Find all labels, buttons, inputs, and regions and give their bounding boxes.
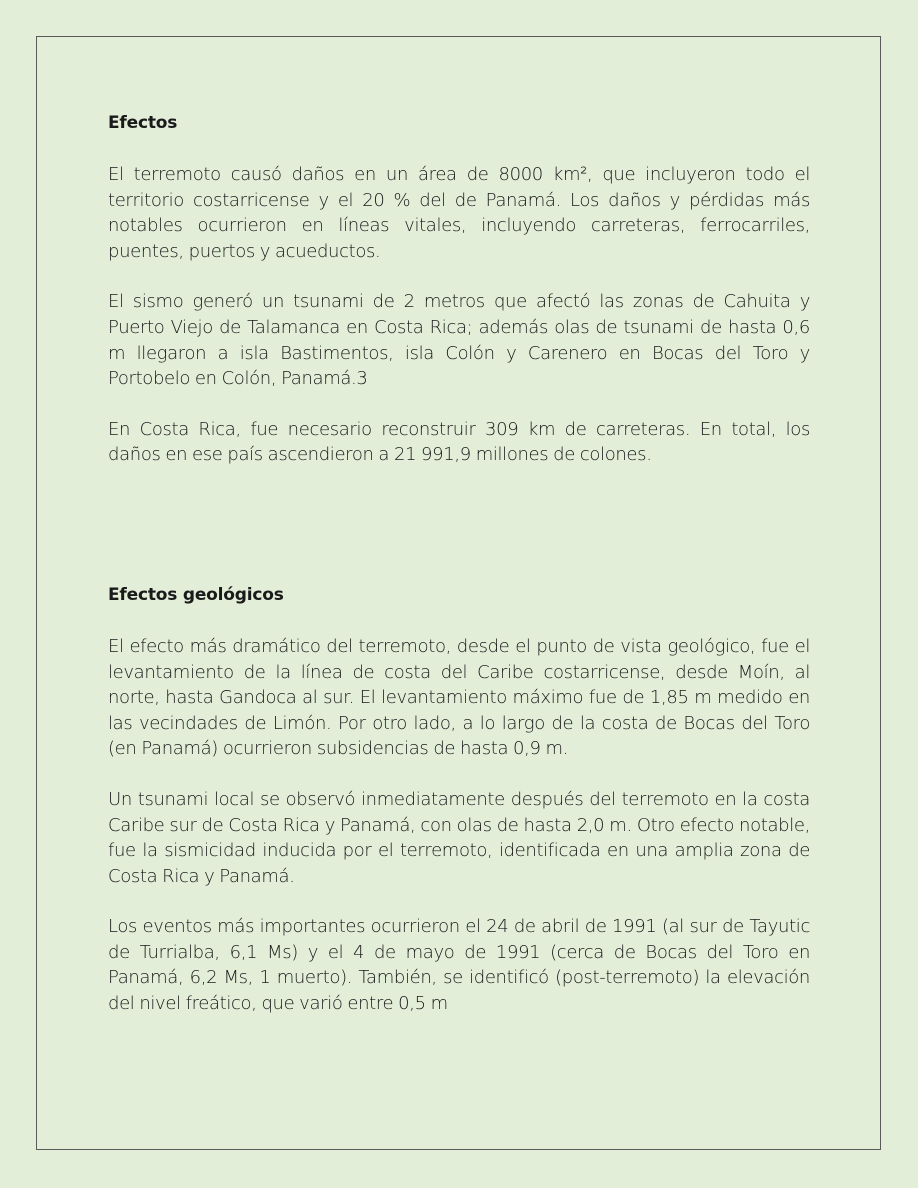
paragraph: En Costa Rica, fue necesario reconstruir 309 km de carreteras. En total, los daños en ese país ascendieron a 21 991,9 millones de colones. <box>108 418 810 466</box>
section-efectos <box>108 110 810 468</box>
paragraph: Los eventos más importantes ocurrieron el 24 de abril de 1991 (al sur de Tayutic de Turrialba, 6,1 Ms) y el 4 de mayo de 1991 (cerca de Bocas del Toro en Panamá, 6,2 Ms, 1 muerto). También, se identificó (post-terremoto) la elevación del nivel freático, que varió entre 0,5 m <box>108 916 810 1015</box>
paragraph: Un tsunami local se observó inmediatamente después del terremoto en la costa Caribe sur de Costa Rica y Panamá, con olas de hasta 2,0 m. Otro efecto notable, fue la sismicidad inducida por el terremoto, identificada en una amplia zona de Costa Rica y Panamá. <box>108 788 810 887</box>
section-efectos-geologicos <box>108 582 810 1017</box>
paragraph: El sismo generó un tsunami de 2 metros que afectó las zonas de Cahuita y Puerto Viejo de Talamanca en Costa Rica; además olas de tsunami de hasta 0,6 m llegaron a isla Bastimentos, isla Colón y Carenero en Bocas del Toro y Portobelo en Colón, Panamá.3 <box>108 291 810 390</box>
section-heading: Efectos <box>108 113 178 133</box>
document-body <box>108 110 810 1017</box>
paragraph: El efecto más dramático del terremoto, desde el punto de vista geológico, fue el levantamiento de la línea de costa del Caribe costarricense, desde Moín, al norte, hasta Gandoca al sur. El levantamiento máximo fue de 1,85 m medido en las vecindades de Limón. Por otro lado, a lo largo de la costa de Bocas del Toro (en Panamá) ocurrieron subsidencias de hasta 0,9 m. <box>108 635 810 760</box>
paragraph: El terremoto causó daños en un área de 8000 km², que incluyeron todo el territorio costarricense y el 20 % del de Panamá. Los daños y pérdidas más notables ocurrieron en líneas vitales, incluyendo carreteras, ferrocarriles, puentes, puertos y acueductos. <box>108 164 810 262</box>
section-heading: Efectos geológicos <box>108 584 284 605</box>
